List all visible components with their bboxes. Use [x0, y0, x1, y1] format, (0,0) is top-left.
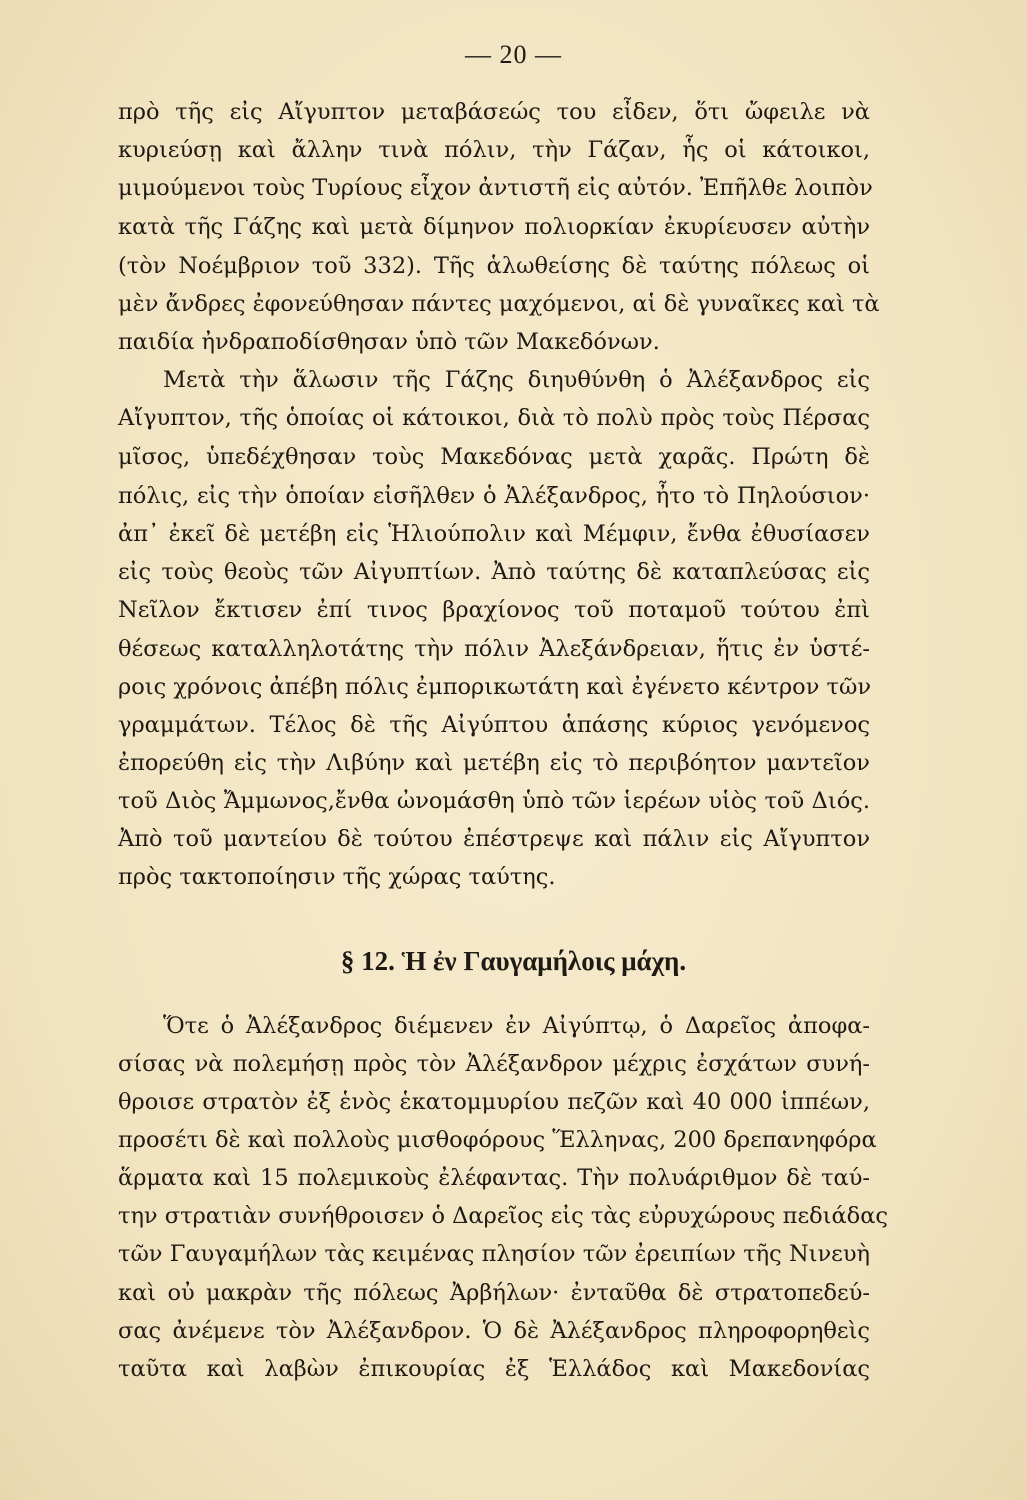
text-line: τοῦ Διὸς Ἄμμωνος,ἔνθα ὠνομάσθη ὑπὸ τῶν ἱερέων υἱὸς τοῦ Διός. [118, 788, 870, 814]
text-line: ροις χρόνοις ἀπέβη πόλις ἐμπορικωτάτη καὶ ἐγένετο κέντρον τῶν [118, 674, 872, 700]
text-line: εἰς τοὺς θεοὺς τῶν Αἰγυπτίων. Ἀπὸ ταύτης δὲ καταπλεύσας εἰς [118, 559, 870, 585]
text-line: γραμμάτων. Τέλος δὲ τῆς Αἰγύπτου ἁπάσης κύριος γενόμενος [118, 712, 870, 738]
text-line: Αἴγυπτον, τῆς ὁποίας οἱ κάτοικοι, διὰ τὸ πολὺ πρὸς τοὺς Πέρσας [118, 405, 870, 431]
text-line: ταῦτα καὶ λαβὼν ἐπικουρίας ἐξ Ἑλλάδος καὶ Μακεδονίας [118, 1356, 870, 1382]
text-line: (τὸν Νοέμβριον τοῦ 332). Τῆς ἁλωθείσης δὲ ταύτης πόλεως οἱ [118, 253, 870, 279]
text-line: μὲν ἄνδρες ἐφονεύθησαν πάντες μαχόμενοι, αἱ δὲ γυναῖκες καὶ τὰ [118, 291, 880, 317]
text-line: καὶ οὐ μακρὰν τῆς πόλεως Ἀρβήλων· ἐνταῦθα δὲ στρατοπεδεύ- [118, 1280, 870, 1306]
text-line: σίσας νὰ πολεμήσῃ πρὸς τὸν Ἀλέξανδρον μέχρις ἐσχάτων συνή- [118, 1051, 870, 1077]
text-line: πρὸς τακτοποίησιν τῆς χώρας ταύτης. [118, 864, 556, 890]
text-line: τῶν Γαυγαμήλων τὰς κειμένας πλησίον τῶν ἐρειπίων τῆς Νινευὴ [118, 1241, 870, 1267]
text-line: προσέτι δὲ καὶ πολλοὺς μισθοφόρους Ἕλληνας, 200 δρεπανηφόρα [118, 1127, 877, 1153]
text-line: μιμούμενοι τοὺς Τυρίους εἶχον ἀντιστῆ εἰς αὐτόν. Ἐπῆλθε λοιπὸν [118, 175, 873, 201]
text-line: ἅρματα καὶ 15 πολεμικοὺς ἐλέφαντας. Τὴν πολυάριθμον δὲ ταύ- [118, 1165, 870, 1191]
section-heading: § 12. Ἡ ἐν Γαυγαμήλοις μάχη. [340, 946, 687, 976]
text-line: Μετὰ τὴν ἅλωσιν τῆς Γάζης διηυθύνθη ὁ Ἀλέξανδρος εἰς [163, 367, 870, 393]
text-line: παιδία ἠνδραποδίσθησαν ὑπὸ τῶν Μακεδόνων. [118, 329, 660, 355]
text-line: την στρατιὰν συνήθροισεν ὁ Δαρεῖος εἰς τὰς εὐρυχώρους πεδιάδας [118, 1203, 889, 1229]
text-line: ἀπ᾽ ἐκεῖ δὲ μετέβη εἰς Ἡλιούπολιν καὶ Μέμφιν, ἔνθα ἐθυσίασεν [118, 521, 870, 547]
text-line: Ἀπὸ τοῦ μαντείου δὲ τούτου ἐπέστρεψε καὶ πάλιν εἰς Αἴγυπτον [118, 826, 870, 852]
text-line: μῖσος, ὑπεδέχθησαν τοὺς Μακεδόνας μετὰ χαρᾶς. Πρώτη δὲ [118, 444, 870, 470]
text-line: Νεῖλον ἔκτισεν ἐπί τινος βραχίονος τοῦ ποταμοῦ τούτου ἐπὶ [118, 597, 870, 623]
text-line: ἐπορεύθη εἰς τὴν Λιβύην καὶ μετέβη εἰς τὸ περιβόητον μαντεῖον [118, 750, 870, 776]
text-line: κυριεύσῃ καὶ ἄλλην τινὰ πόλιν, τὴν Γάζαν, ἧς οἱ κάτοικοι, [118, 137, 870, 163]
page-number: — 20 — [465, 40, 562, 69]
text-line: πρὸ τῆς εἰς Αἴγυπτον μεταβάσεώς του εἶδεν, ὅτι ὤφειλε νὰ [118, 99, 870, 125]
text-line: θροισε στρατὸν ἐξ ἑνὸς ἑκατομμυρίου πεζῶν καὶ 40 000 ἱππέων, [118, 1089, 870, 1115]
text-line: κατὰ τῆς Γάζης καὶ μετὰ δίμηνον πολιορκίαν ἐκυρίευσεν αὐτὴν [118, 214, 870, 240]
text-line: Ὅτε ὁ Ἀλέξανδρος διέμενεν ἐν Αἰγύπτῳ, ὁ Δαρεῖος ἀποφα- [163, 1013, 870, 1039]
text-line: σας ἀνέμενε τὸν Ἀλέξανδρον. Ὁ δὲ Ἀλέξανδρος πληροφορηθεὶς [118, 1318, 870, 1344]
text-line: πόλις, εἰς τὴν ὁποίαν εἰσῆλθεν ὁ Ἀλέξανδρος, ἦτο τὸ Πηλούσιον· [118, 483, 870, 509]
text-line: θέσεως καταλληλοτάτης τὴν πόλιν Ἀλεξάνδρειαν, ἥτις ἐν ὑστέ- [118, 636, 870, 662]
